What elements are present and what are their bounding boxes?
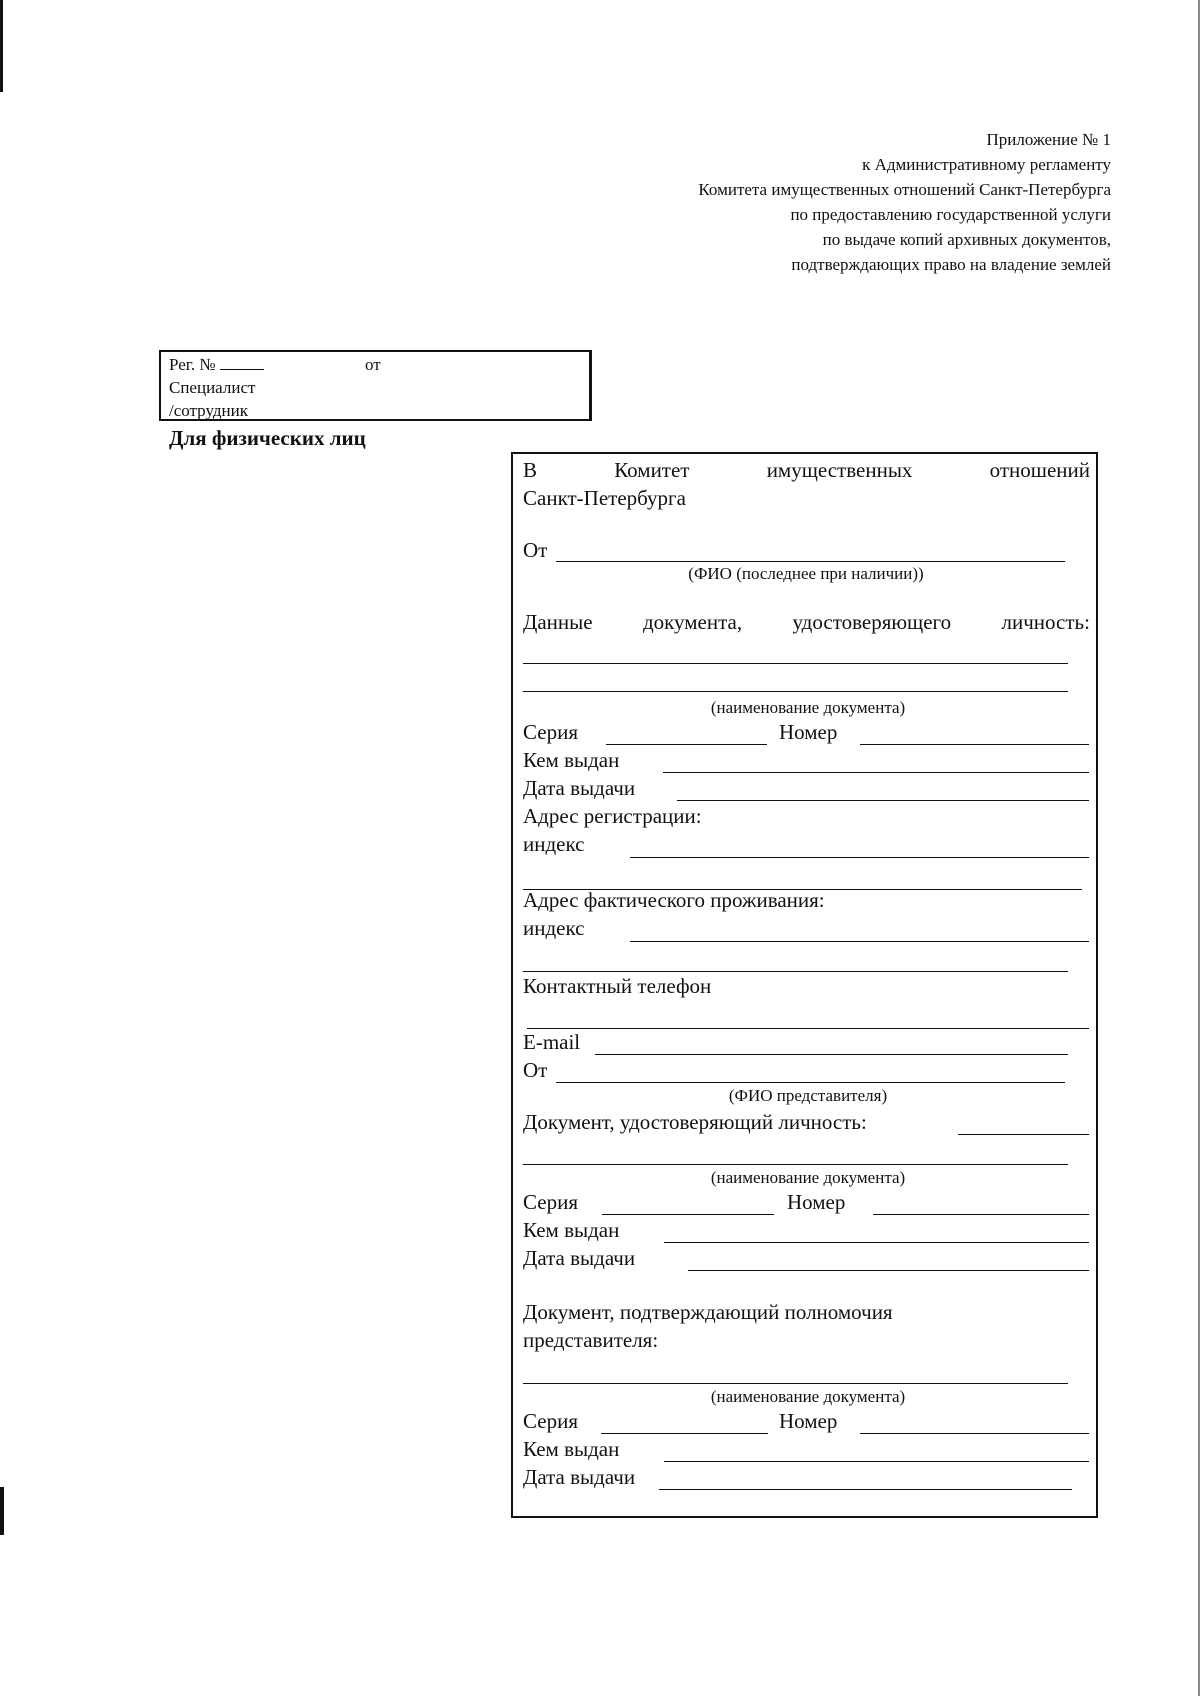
- reg-date-label: от: [365, 355, 381, 374]
- reg-number-blank[interactable]: [220, 354, 264, 370]
- rep-number-label: Номер: [787, 1190, 846, 1214]
- rep-fio-field[interactable]: [556, 1082, 1065, 1083]
- authority-doc-label-2: представителя:: [523, 1328, 659, 1352]
- number-label: Номер: [779, 720, 838, 744]
- reg-number-label: Рег. №: [169, 355, 216, 374]
- id-document-field-1[interactable]: [523, 663, 1068, 664]
- reg-address-label: Адрес регистрации:: [523, 804, 702, 828]
- doc-name-caption: (наименование документа): [710, 698, 906, 717]
- auth-issue-date-label: Дата выдачи: [523, 1465, 636, 1489]
- id-word: документа,: [642, 610, 743, 634]
- reg-number-row: [169, 353, 581, 376]
- issue-date-label: Дата выдачи: [523, 776, 636, 800]
- form-subtitle: Для физических лиц: [169, 426, 366, 450]
- annex-line: к Административному регламенту: [862, 155, 1111, 174]
- employee-label: /сотрудник: [169, 401, 248, 420]
- auth-number-label: Номер: [779, 1409, 838, 1433]
- issued-by-field[interactable]: [663, 772, 1089, 773]
- addressee-word: отношений: [989, 458, 1090, 482]
- id-word: удостоверяющего: [792, 610, 952, 634]
- actual-address-field[interactable]: [523, 971, 1068, 972]
- reg-index-label: индекс: [523, 832, 585, 856]
- series-label: Серия: [523, 720, 578, 744]
- rep-id-label: Документ, удостоверяющий личность:: [523, 1110, 867, 1134]
- auth-number-field[interactable]: [860, 1433, 1089, 1434]
- scan-edge-mark: [0, 1487, 4, 1535]
- addressee-city: Санкт-Петербурга: [523, 486, 686, 510]
- authority-doc-caption: (наименование документа): [710, 1387, 906, 1406]
- rep-id-field[interactable]: [958, 1134, 1089, 1135]
- annex-line: по выдаче копий архивных документов,: [822, 230, 1111, 249]
- auth-issued-by-field[interactable]: [664, 1461, 1089, 1462]
- annex-line: подтверждающих право на владение землей: [791, 255, 1111, 274]
- addressee-line: [523, 458, 1090, 482]
- issued-by-label: Кем выдан: [523, 748, 620, 772]
- application-form: [511, 452, 1098, 1518]
- annex-line: по предоставлению государственной услуги: [790, 205, 1111, 224]
- series-field[interactable]: [606, 744, 767, 745]
- rep-issued-by-label: Кем выдан: [523, 1218, 620, 1242]
- rep-issued-by-field[interactable]: [664, 1242, 1089, 1243]
- actual-index-label: индекс: [523, 916, 585, 940]
- authority-doc-label-1: Документ, подтверждающий полномочия: [523, 1300, 893, 1324]
- email-label: E-mail: [523, 1030, 581, 1054]
- addressee-word: В: [523, 458, 538, 482]
- rep-fio-caption: (ФИО представителя): [728, 1086, 888, 1105]
- rep-issue-date-label: Дата выдачи: [523, 1246, 636, 1270]
- applicant-fio-field[interactable]: [556, 561, 1065, 562]
- annex-header: [698, 127, 1111, 277]
- rep-issue-date-field[interactable]: [688, 1270, 1089, 1271]
- number-field[interactable]: [860, 744, 1089, 745]
- authority-doc-field[interactable]: [523, 1383, 1068, 1384]
- id-document-field-2[interactable]: [523, 691, 1068, 692]
- addressee-word: имущественных: [766, 458, 913, 482]
- reg-index-field[interactable]: [630, 857, 1089, 858]
- actual-address-label: Адрес фактического проживания:: [523, 888, 825, 912]
- phone-label: Контактный телефон: [523, 974, 712, 998]
- auth-series-label: Серия: [523, 1409, 578, 1433]
- email-field[interactable]: [595, 1054, 1068, 1055]
- id-word: личность:: [1001, 610, 1090, 634]
- annex-line: Приложение № 1: [986, 130, 1111, 149]
- annex-line: Комитета имущественных отношений Санкт-Петербурга: [698, 180, 1111, 199]
- rep-series-field[interactable]: [602, 1214, 774, 1215]
- specialist-label: Специалист: [169, 378, 256, 397]
- rep-series-label: Серия: [523, 1190, 578, 1214]
- rep-doc-caption: (наименование документа): [710, 1168, 906, 1187]
- rep-number-field[interactable]: [873, 1214, 1089, 1215]
- auth-issued-by-label: Кем выдан: [523, 1437, 620, 1461]
- fio-caption: (ФИО (последнее при наличии)): [688, 564, 924, 583]
- registration-box: [159, 350, 592, 421]
- addressee-word: Комитет: [614, 458, 690, 482]
- actual-index-field[interactable]: [630, 941, 1089, 942]
- rep-id-field-2[interactable]: [523, 1164, 1068, 1165]
- from-label: От: [523, 538, 548, 562]
- id-word: Данные: [523, 610, 593, 634]
- auth-issue-date-field[interactable]: [659, 1489, 1072, 1490]
- rep-from-label: От: [523, 1058, 548, 1082]
- id-document-line: [523, 610, 1090, 634]
- scan-edge-mark: [0, 0, 3, 92]
- phone-field[interactable]: [527, 1028, 1089, 1029]
- auth-series-field[interactable]: [601, 1433, 768, 1434]
- issue-date-field[interactable]: [677, 800, 1089, 801]
